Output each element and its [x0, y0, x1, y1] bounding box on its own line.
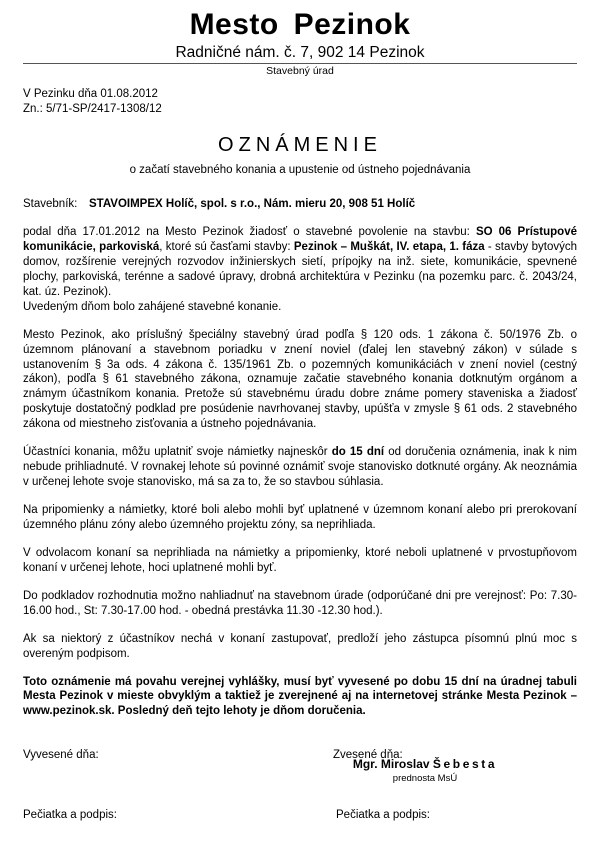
paragraph-objections-deadline [23, 445, 577, 490]
p1-project-name: Pezinok – Muškát, IV. etapa, 1. fáza [293, 240, 485, 253]
paragraph-application [23, 225, 577, 300]
file-number: Zn.: 5/71-SP/2417-1308/12 [23, 103, 162, 115]
builder-value: STAVOIMPEX Holíč, spol. s r.o., Nám. mieru 20, 908 51 Holíč [89, 198, 416, 211]
builder-label: Stavebník: [23, 198, 78, 211]
paragraph-proceedings-started: Uvedeným dňom bolo zahájené stavebné konanie. [23, 300, 282, 313]
posted-date-label: Vyvesené dňa: [23, 749, 99, 761]
paragraph-representation: Ak sa niektorý z účastníkov nechá v konaní zastupovať, predloží jeho zástupca písomnú plnú moc s overeným podpisom. [23, 632, 577, 660]
organization-address: Radničné nám. č. 7, 902 14 Pezinok [175, 43, 425, 61]
p1-intro: podal dňa 17.01.2012 na Mesto Pezinok žiadosť o stavebné povolenie na stavbu: [23, 226, 476, 239]
signatory-role: prednosta MsÚ [392, 773, 458, 785]
removed-date-label: Zvesené dňa: [333, 749, 403, 761]
stamp-signature-label-left: Pečiatka a podpis: [23, 809, 117, 821]
p1-object-name: SO 06 Prístupové komunikácie, parkoviská [23, 226, 577, 253]
p4-intro: Účastníci konania, môžu uplatniť svoje námietky najneskôr [23, 446, 332, 459]
p1-connector: , ktoré sú časťami stavby: [159, 240, 294, 253]
paragraph-prior-objections: Na pripomienky a námietky, ktoré boli alebo mohli byť uplatnené v územnom konaní alebo pri prerokovaní územného plánu zóny alebo územného projektu zóny, sa neprihliada. [23, 504, 577, 531]
signatory-given-name: Mgr. Miroslav [352, 757, 433, 772]
document-subtitle: o začatí stavebného konania a upustenie od ústneho pojednávania [129, 164, 471, 177]
stamp-signature-label-right: Pečiatka a podpis: [336, 809, 430, 821]
document-title: OZNÁMENIE [218, 134, 382, 157]
signatory-surname: Šebesta [432, 757, 498, 772]
place-and-date: V Pezinku dňa 01.08.2012 [23, 87, 158, 100]
letterhead [0, 0, 600, 79]
footer-fields [0, 740, 600, 850]
reference-block [23, 87, 600, 117]
document-body [23, 225, 577, 719]
paragraph-public-notice: Toto oznámenie má povahu verejnej vyhlášky, musí byť vyvesené po dobu 15 dní na úradnej tabuli Mesta Pezinok v mieste obvyklým a taktiež je zverejnené aj na internetovej stránke Mesta Pezinok – www.pezinok.sk. Posledný deň tejto lehoty je dňom doručenia. [23, 675, 577, 718]
p4-rest: od doručenia oznámenia, inak k nim nebude prihliadnuté. V rovnakej lehote sú povinné oznámiť svoje stanovisko dotknuté orgány. Ak neoznámia v určenej lehote svoje stanovisko, má sa za to, že so stavbou súhlasia. [23, 446, 578, 489]
builder-row [23, 197, 600, 212]
paragraph-appeal-proceedings: V odvolacom konaní sa neprihliada na námietky a pripomienky, ktoré neboli uplatnené v prvostupňovom konaní v určenej lehote, hoci uplatnené mohli byť. [23, 546, 577, 574]
paragraph-authority-basis: Mesto Pezinok, ako príslušný špeciálny stavebný úrad podľa § 120 ods. 1 zákona č. 50/1976 Zb. o územnom plánovaní a stavebnom poriadku v znení noviel (ďalej len stavebný zákon) v súlade s ustanovením § 3a ods. 4 zákona č. 135/1961 Zb. o pozemných komunikáciách v znení noviel (cestný zákon), podľa § 61 stavebného zákona, oznamuje začatie stavebného konania dotknutým orgánom a známym účastníkom konania. Pretože sú stavebnému úradu dobre známe pomery staveniska a žiadosť poskytuje dostatočný podklad pre posúdenie navrhovanej stavby, upúšťa v zmysle § 61 ods. 2 stavebného zákona od miestneho zisťovania a ústneho pojednávania. [23, 328, 577, 431]
p4-deadline: do 15 dní [331, 446, 385, 459]
organization-department: Stavebný úrad [266, 65, 334, 78]
header-divider [23, 63, 577, 64]
organization-name: Mesto Pezinok [189, 8, 411, 41]
p1-description: - stavby bytových domov, rozšírenie verejných rozvodov inžinierskych sietí, prípojky na inž. siete, komunikácie, spevnené plochy, parkoviská, terénne a sadové úpravy, drobná architektúra v Pezinku (na pozemku parc. č. 2043/24, kat. úz. Pezinok). [23, 240, 577, 298]
paragraph-office-hours: Do podkladov rozhodnutia možno nahliadnuť na stavebnom úrade (odporúčané dni pre verejnosť: Po: 7.30-16.00 hod., St: 7.30-17.00 hod. - obedná prestávka 11.30 -12.30 hod.). [23, 589, 577, 617]
